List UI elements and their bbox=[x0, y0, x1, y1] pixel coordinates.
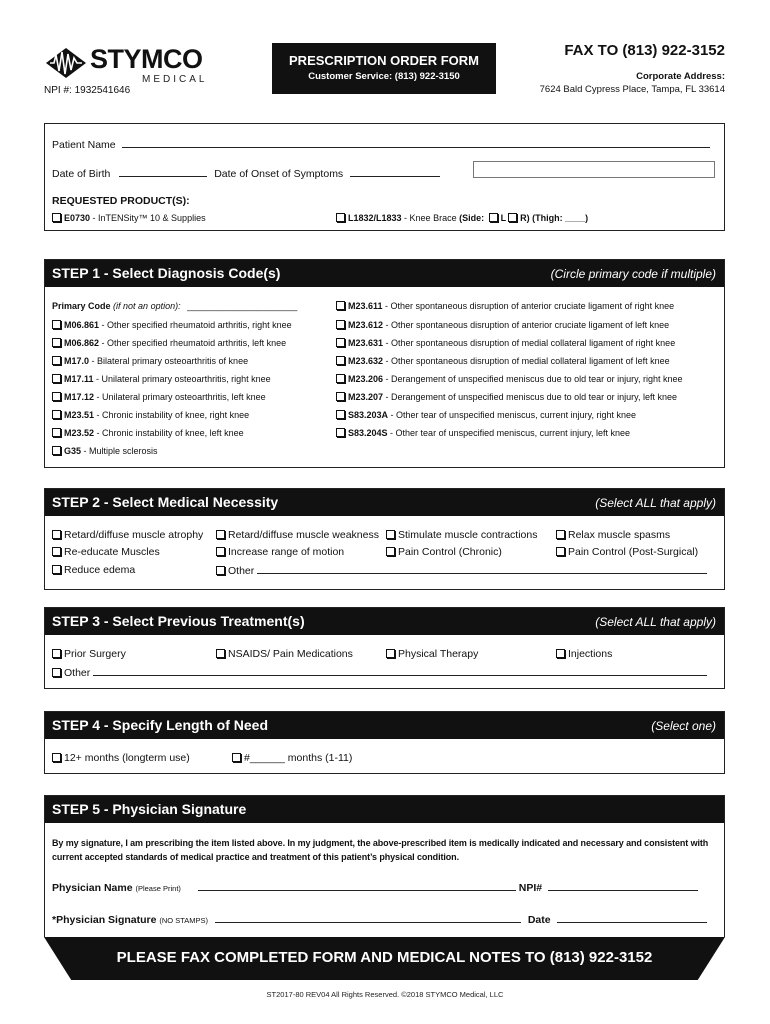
diagnosis-option[interactable] bbox=[336, 356, 670, 366]
diagnosis-desc: - Other spontaneous disruption of medial collateral ligament of left knee bbox=[383, 356, 670, 366]
option-label: Reduce edema bbox=[64, 564, 136, 576]
necessity-option[interactable] bbox=[386, 529, 537, 541]
diagnosis-code: M23.612 bbox=[348, 320, 384, 330]
length-option-longterm[interactable] bbox=[52, 752, 190, 764]
npi-field[interactable] bbox=[548, 881, 698, 891]
option-label: #______ months (1-11) bbox=[244, 752, 353, 764]
checkbox[interactable] bbox=[386, 649, 395, 658]
option-label: Increase range of motion bbox=[228, 546, 345, 558]
step2-title: STEP 2 - Select Medical Necessity bbox=[52, 494, 279, 510]
diagnosis-code: M17.12 bbox=[64, 392, 95, 402]
side-right-thigh-label: R) (Thigh: ____) bbox=[520, 213, 589, 223]
checkbox[interactable] bbox=[216, 530, 225, 539]
checkbox[interactable] bbox=[52, 753, 61, 762]
checkbox[interactable] bbox=[52, 213, 61, 222]
option-label: Pain Control (Post-Surgical) bbox=[568, 546, 699, 558]
corporate-address-label: Corporate Address: bbox=[636, 71, 725, 82]
checkbox[interactable] bbox=[52, 428, 61, 437]
step2-section bbox=[44, 488, 725, 590]
option-label: Retard/diffuse muscle atrophy bbox=[64, 529, 204, 541]
diagnosis-option[interactable] bbox=[52, 446, 158, 456]
checkbox[interactable] bbox=[52, 410, 61, 419]
other-field[interactable] bbox=[257, 564, 707, 574]
step4-note: (Select one) bbox=[651, 719, 716, 733]
other-field[interactable] bbox=[93, 666, 707, 676]
banner-text: PLEASE FAX COMPLETED FORM AND MEDICAL NOTES TO (813) 922-3152 bbox=[116, 949, 653, 966]
diagnosis-option[interactable] bbox=[52, 356, 248, 366]
dob-label: Date of Birth bbox=[52, 168, 111, 180]
checkbox[interactable] bbox=[52, 374, 61, 383]
step5-title: STEP 5 - Physician Signature bbox=[52, 801, 247, 817]
diagnosis-code: M06.862 bbox=[64, 338, 100, 348]
diagnosis-desc: - Other specified rheumatoid arthritis, right knee bbox=[99, 320, 292, 330]
logo-subtitle: MEDICAL bbox=[142, 74, 208, 85]
diagnosis-option[interactable] bbox=[52, 338, 286, 348]
step3-title: STEP 3 - Select Previous Treatment(s) bbox=[52, 613, 305, 629]
form-header bbox=[0, 0, 770, 110]
diagnosis-code: M17.0 bbox=[64, 356, 90, 366]
checkbox[interactable] bbox=[52, 668, 61, 677]
dob-field[interactable] bbox=[119, 167, 207, 177]
logo-wave-icon bbox=[44, 46, 88, 80]
fax-banner bbox=[44, 937, 725, 980]
side-left-checkbox[interactable] bbox=[489, 213, 498, 222]
checkbox[interactable] bbox=[336, 213, 345, 222]
diagnosis-code: S83.204S bbox=[348, 428, 388, 438]
step3-note: (Select ALL that apply) bbox=[595, 615, 716, 629]
option-label: Other bbox=[228, 565, 255, 577]
step1-section bbox=[44, 259, 725, 468]
option-label: Stimulate muscle contractions bbox=[398, 529, 538, 541]
signature-label: *Physician Signature bbox=[52, 914, 157, 926]
necessity-option[interactable] bbox=[216, 546, 344, 558]
side-right-checkbox[interactable] bbox=[508, 213, 517, 222]
checkbox[interactable] bbox=[336, 374, 345, 383]
diagnosis-desc: - Unilateral primary osteoarthritis, left knee bbox=[94, 392, 266, 402]
diagnosis-desc: - Other specified rheumatoid arthritis, left knee bbox=[99, 338, 287, 348]
diagnosis-desc: - Bilateral primary osteoarthritis of knee bbox=[89, 356, 249, 366]
checkbox[interactable] bbox=[232, 753, 241, 762]
step4-section bbox=[44, 711, 725, 774]
diagnosis-desc: - Derangement of unspecified meniscus due to old tear or injury, right knee bbox=[383, 374, 683, 384]
logo-wordmark: STYMCO bbox=[90, 44, 203, 74]
diagnosis-desc: - Chronic instability of knee, left knee bbox=[94, 428, 244, 438]
copyright: ST2017-80 REV04 All Rights Reserved. ©2018 STYMCO Medical, LLC bbox=[266, 990, 504, 999]
checkbox[interactable] bbox=[336, 428, 345, 437]
checkbox[interactable] bbox=[336, 338, 345, 347]
option-label: Physical Therapy bbox=[398, 648, 479, 660]
diagnosis-desc: - Other spontaneous disruption of anterior cruciate ligament of left knee bbox=[383, 320, 670, 330]
physician-signature-row bbox=[52, 913, 707, 926]
checkbox[interactable] bbox=[52, 649, 61, 658]
form-title: PRESCRIPTION ORDER FORM bbox=[289, 53, 479, 68]
step4-title: STEP 4 - Specify Length of Need bbox=[52, 717, 269, 733]
primary-code-row bbox=[52, 301, 297, 311]
signature-hint: (NO STAMPS) bbox=[159, 916, 208, 925]
step5-header bbox=[45, 796, 724, 823]
checkbox[interactable] bbox=[52, 530, 61, 539]
customer-service: Customer Service: (813) 922-3150 bbox=[308, 71, 460, 82]
checkbox[interactable] bbox=[52, 392, 61, 401]
checkbox[interactable] bbox=[52, 446, 61, 455]
product-code: E0730 bbox=[64, 213, 91, 223]
checkbox[interactable] bbox=[52, 338, 61, 347]
stymco-logo bbox=[44, 44, 208, 88]
checkbox[interactable] bbox=[336, 410, 345, 419]
date-label: Date bbox=[527, 914, 551, 926]
product-code: L1832/L1833 bbox=[348, 213, 402, 223]
physician-name-row bbox=[52, 881, 698, 894]
patient-name-label: Patient Name bbox=[52, 139, 116, 151]
diagnosis-code: M06.861 bbox=[64, 320, 100, 330]
primary-code-hint: (if not an option): bbox=[113, 301, 181, 311]
side-left-label: L bbox=[500, 213, 507, 223]
checkbox[interactable] bbox=[336, 392, 345, 401]
form-title-box bbox=[272, 43, 496, 94]
diagnosis-desc: - Other spontaneous disruption of anterior cruciate ligament of right knee bbox=[382, 301, 675, 311]
diagnosis-desc: - Unilateral primary osteoarthritis, right knee bbox=[93, 374, 271, 384]
checkbox[interactable] bbox=[386, 530, 395, 539]
treatment-option[interactable] bbox=[556, 648, 612, 660]
diagnosis-option[interactable] bbox=[52, 428, 244, 438]
npi-label: NPI# bbox=[518, 882, 543, 894]
necessity-option[interactable] bbox=[52, 546, 160, 558]
necessity-option[interactable] bbox=[386, 546, 502, 558]
diagnosis-code: S83.203A bbox=[348, 410, 389, 420]
step1-header bbox=[45, 260, 724, 287]
diagnosis-option[interactable] bbox=[336, 301, 674, 311]
necessity-option[interactable] bbox=[52, 564, 135, 576]
checkbox[interactable] bbox=[336, 356, 345, 365]
diagnosis-code: M23.206 bbox=[348, 374, 384, 384]
diagnosis-code: M17.11 bbox=[64, 374, 94, 384]
diagnosis-option[interactable] bbox=[52, 374, 271, 384]
necessity-option[interactable] bbox=[556, 529, 670, 541]
physician-name-field[interactable] bbox=[198, 881, 516, 891]
step2-note: (Select ALL that apply) bbox=[595, 496, 716, 510]
diagnosis-desc: - Other tear of unspecified meniscus, current injury, right knee bbox=[388, 410, 636, 420]
onset-field[interactable] bbox=[350, 167, 440, 177]
side-label: (Side: bbox=[459, 213, 485, 223]
diagnosis-desc: - Other spontaneous disruption of medial collateral ligament of right knee bbox=[383, 338, 676, 348]
primary-code-label: Primary Code bbox=[52, 301, 111, 311]
necessity-option[interactable] bbox=[216, 529, 379, 541]
requested-products-label: REQUESTED PRODUCT(S): bbox=[52, 195, 190, 207]
option-label: NSAIDS/ Pain Medications bbox=[228, 648, 353, 660]
treatment-option[interactable] bbox=[216, 648, 353, 660]
date-field[interactable] bbox=[557, 913, 707, 923]
checkbox[interactable] bbox=[336, 301, 345, 310]
necessity-option-other[interactable] bbox=[216, 564, 707, 577]
checkbox[interactable] bbox=[52, 356, 61, 365]
option-label: Other bbox=[64, 667, 91, 679]
checkbox[interactable] bbox=[336, 320, 345, 329]
diagnosis-option[interactable] bbox=[336, 392, 677, 402]
diagnosis-option[interactable] bbox=[52, 410, 249, 420]
physician-statement: By my signature, I am prescribing the item listed above. In my judgment, the above-prescribed item is medically indicated and necessary and consistent with current accepted standards of medical practice and treatment of this patient’s physical condition. bbox=[52, 838, 709, 862]
option-label: Prior Surgery bbox=[64, 648, 126, 660]
product-l1832[interactable] bbox=[336, 213, 588, 223]
diagnosis-code: G35 bbox=[64, 446, 82, 456]
diagnosis-option[interactable] bbox=[52, 392, 266, 402]
checkbox[interactable] bbox=[556, 547, 565, 556]
step2-header bbox=[45, 489, 724, 516]
diagnosis-code: M23.631 bbox=[348, 338, 384, 348]
diagnosis-code: M23.611 bbox=[348, 301, 383, 311]
onset-label: Date of Onset of Symptoms bbox=[214, 168, 344, 180]
step1-note: (Circle primary code if multiple) bbox=[550, 267, 716, 281]
blank-input-box[interactable] bbox=[473, 161, 715, 178]
option-label: Re-educate Muscles bbox=[64, 546, 160, 558]
company-npi: NPI #: 1932541646 bbox=[44, 85, 131, 96]
diagnosis-code: M23.207 bbox=[348, 392, 384, 402]
checkbox[interactable] bbox=[556, 649, 565, 658]
checkbox[interactable] bbox=[52, 320, 61, 329]
option-label: Retard/diffuse muscle weakness bbox=[228, 529, 379, 541]
option-label: Injections bbox=[568, 648, 613, 660]
checkbox[interactable] bbox=[52, 565, 61, 574]
primary-code-field[interactable]: ______________________ bbox=[187, 301, 298, 311]
product-desc: - Knee Brace bbox=[401, 213, 460, 223]
fax-number: FAX TO (813) 922-3152 bbox=[564, 42, 725, 59]
diagnosis-option[interactable] bbox=[336, 428, 630, 438]
option-label: Relax muscle spasms bbox=[568, 529, 671, 541]
signature-field[interactable] bbox=[215, 913, 521, 923]
step4-header bbox=[45, 712, 724, 739]
checkbox[interactable] bbox=[52, 547, 61, 556]
length-option-months[interactable] bbox=[232, 752, 352, 764]
checkbox[interactable] bbox=[556, 530, 565, 539]
corporate-address: 7624 Bald Cypress Place, Tampa, FL 33614 bbox=[539, 84, 725, 95]
checkbox[interactable] bbox=[216, 547, 225, 556]
patient-section bbox=[44, 123, 725, 231]
diagnosis-option[interactable] bbox=[336, 338, 675, 348]
step3-header bbox=[45, 608, 724, 635]
diagnosis-option[interactable] bbox=[336, 410, 636, 420]
diagnosis-desc: - Other tear of unspecified meniscus, current injury, left knee bbox=[387, 428, 630, 438]
diagnosis-code: M23.632 bbox=[348, 356, 384, 366]
necessity-option[interactable] bbox=[52, 529, 203, 541]
step5-section bbox=[44, 795, 725, 937]
step3-section bbox=[44, 607, 725, 689]
diagnosis-desc: - Multiple sclerosis bbox=[81, 446, 158, 456]
diagnosis-desc: - Derangement of unspecified meniscus due to old tear or injury, left knee bbox=[383, 392, 678, 402]
checkbox[interactable] bbox=[216, 649, 225, 658]
diagnosis-option[interactable] bbox=[52, 320, 292, 330]
checkbox[interactable] bbox=[386, 547, 395, 556]
treatment-option[interactable] bbox=[386, 648, 478, 660]
diagnosis-option[interactable] bbox=[336, 374, 683, 384]
treatment-option-other[interactable] bbox=[52, 666, 707, 679]
checkbox[interactable] bbox=[216, 566, 225, 575]
diagnosis-code: M23.52 bbox=[64, 428, 95, 438]
treatment-option[interactable] bbox=[52, 648, 126, 660]
necessity-option[interactable] bbox=[556, 546, 698, 558]
physician-name-hint: (Please Print) bbox=[135, 884, 181, 893]
product-desc: - InTENSity™ 10 & Supplies bbox=[90, 213, 206, 223]
diagnosis-option[interactable] bbox=[336, 320, 669, 330]
option-label: Pain Control (Chronic) bbox=[398, 546, 502, 558]
diagnosis-desc: - Chronic instability of knee, right knee bbox=[94, 410, 250, 420]
product-e0730[interactable] bbox=[52, 213, 206, 223]
patient-name-field[interactable] bbox=[122, 138, 710, 148]
physician-name-label: Physician Name bbox=[52, 882, 133, 894]
step1-title: STEP 1 - Select Diagnosis Code(s) bbox=[52, 265, 281, 281]
diagnosis-code: M23.51 bbox=[64, 410, 95, 420]
option-label: 12+ months (longterm use) bbox=[64, 752, 190, 764]
